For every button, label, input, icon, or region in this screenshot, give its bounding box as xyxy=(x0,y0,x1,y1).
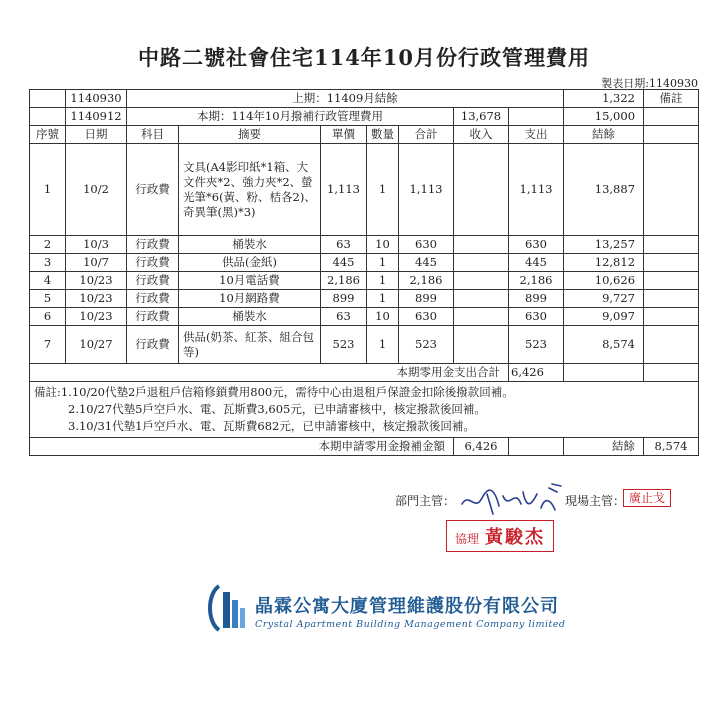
dept-manager-label: 部門主管： xyxy=(395,494,456,508)
prev-period-row xyxy=(30,90,699,108)
header-date: 日期 xyxy=(66,126,127,144)
table-row: 1 10/2 行政費 文具(A4影印紙*1箱、大文件夾*2、強力夾*2、螢光筆*6(黃、粉、桔各2)、奇異筆(黑)*3) 1,113 1 1,113 1,113 13,887 xyxy=(30,144,699,236)
note-line: 3.10/31代墊1戶空戶水、電、瓦斯費682元，已申請審核中，核定撥款後回補。 xyxy=(68,419,475,433)
remark-header: 備註 xyxy=(644,90,699,108)
prev-period-date: 1140930 xyxy=(66,90,127,108)
handwritten-signature xyxy=(457,482,567,520)
header-qty: 數量 xyxy=(367,126,399,144)
petty-total-amount: 6,426 xyxy=(509,364,564,382)
company-name-en: Crystal Apartment Building Management Company limited xyxy=(255,619,566,630)
site-manager-stamp: 廣止戈 xyxy=(623,489,671,507)
site-manager-label: 現場主管： xyxy=(565,494,626,508)
header-row xyxy=(30,126,699,144)
reimburse-label: 本期申請零用金撥補金額 xyxy=(30,438,454,456)
header-summary: 摘要 xyxy=(179,126,321,144)
current-period-amount: 13,678 xyxy=(454,108,509,126)
table-row: 7 10/27 行政費 供品(奶茶、紅茶、組合包等) 523 1 523 523 8,574 xyxy=(30,326,699,364)
prev-period-balance: 1,322 xyxy=(564,90,644,108)
petty-total-row xyxy=(30,364,699,382)
current-period-row xyxy=(30,108,699,126)
reimburse-row xyxy=(30,438,699,456)
reimburse-amount: 6,426 xyxy=(454,438,509,456)
assistant-manager-stamp xyxy=(446,520,554,552)
header-balance: 結餘 xyxy=(564,126,644,144)
company-logo-icon xyxy=(205,582,249,634)
header-category: 科目 xyxy=(127,126,179,144)
table-row: 5 10/23 行政費 10月網路費 899 1 899 899 9,727 xyxy=(30,290,699,308)
assist-role: 協理 xyxy=(455,532,480,546)
document-title: 中路二號社會住宅114年10月份行政管理費用 xyxy=(137,45,591,70)
company-name-zh: 晶霖公寓大廈管理維護股份有限公司 xyxy=(255,596,559,617)
header-unit-price: 單價 xyxy=(321,126,367,144)
reimburse-balance-label: 結餘 xyxy=(564,438,644,456)
header-income: 收入 xyxy=(454,126,509,144)
prepared-date: 製表日期:1140930 xyxy=(601,77,698,90)
petty-total-label: 本期零用金支出合計 xyxy=(30,364,509,382)
current-period-label: 本期：114年10月撥補行政管理費用 xyxy=(127,108,454,126)
current-period-balance: 15,000 xyxy=(564,108,644,126)
row-summary: 供品(奶茶、紅茶、組合包等) xyxy=(179,326,321,364)
table-row: 6 10/23 行政費 桶裝水 63 10 630 630 9,097 xyxy=(30,308,699,326)
note-line: 2.10/27代墊5戶空戶水、電、瓦斯費3,605元，已申請審核中，核定撥款後回補。 xyxy=(68,402,486,416)
table-row: 2 10/3 行政費 桶裝水 63 10 630 630 13,257 xyxy=(30,236,699,254)
current-period-date: 1140912 xyxy=(66,108,127,126)
prev-period-label: 上期：11409月結餘 xyxy=(127,90,564,108)
header-expense: 支出 xyxy=(509,126,564,144)
assist-name: 黃駿杰 xyxy=(485,527,546,548)
note-line: 備註:1.10/20代墊2戶退租戶信箱修鎖費用800元，需待中心由退租戶保證金扣除後撥款回補。 xyxy=(34,385,514,399)
table-row: 3 10/7 行政費 供品(金紙) 445 1 445 445 12,812 xyxy=(30,254,699,272)
table-row: 4 10/23 行政費 10月電話費 2,186 1 2,186 2,186 10,626 xyxy=(30,272,699,290)
notes-row xyxy=(30,382,699,438)
row-summary: 文具(A4影印紙*1箱、大文件夾*2、強力夾*2、螢光筆*6(黃、粉、桔各2)、奇異筆(黑)*3) xyxy=(179,144,321,236)
header-no: 序號 xyxy=(30,126,66,144)
header-total: 合計 xyxy=(399,126,454,144)
expense-ledger-table xyxy=(29,89,699,456)
reimburse-balance: 8,574 xyxy=(644,438,699,456)
